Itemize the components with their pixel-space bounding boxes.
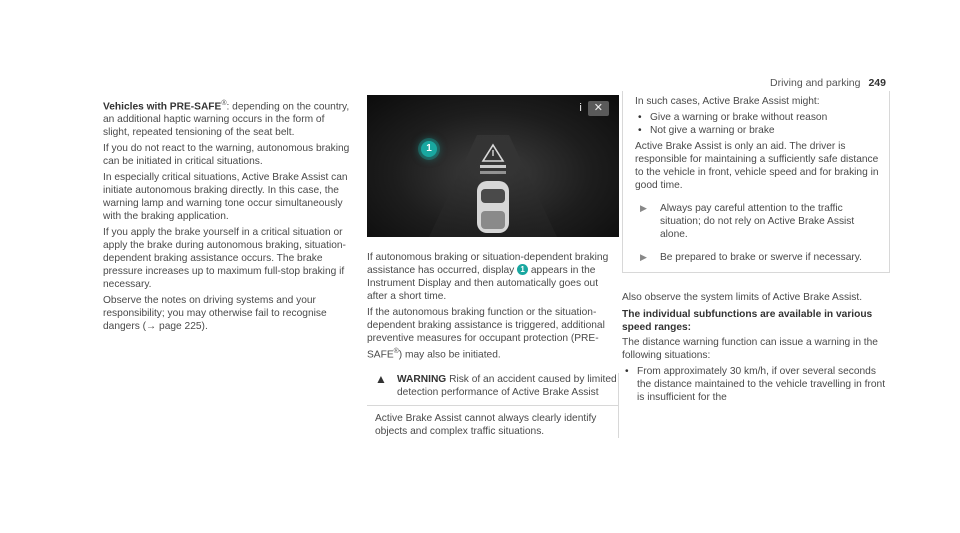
- arrow-right-icon: ▶: [640, 203, 647, 213]
- hint-item: [635, 202, 879, 241]
- warning-continuation-box: [622, 91, 890, 273]
- paragraph-limits: Also observe the system limits of Active Brake Assist.: [622, 292, 863, 303]
- bullet-list: [635, 111, 879, 137]
- warning-head-text: Risk of an accident caused by limited detection performance of Active Brake Assist: [397, 374, 617, 399]
- paragraph-display: [367, 251, 619, 303]
- instrument-display-image: [367, 95, 619, 237]
- distance-bar: [480, 165, 506, 168]
- display-text-b: appears in the Instrument Display and then automatically goes out after a short time.: [367, 265, 599, 302]
- info-icon: i: [579, 102, 582, 114]
- paragraph-pre-safe-measures: [367, 306, 619, 361]
- hint-text: Always pay careful attention to the traffic situation; do not rely on Active Brake Assist alone.: [660, 203, 855, 240]
- display-text-a: If autonomous braking or situation-dependent braking assistance has occurred, display: [367, 252, 609, 276]
- paragraph-critical: In especially critical situations, Active Brake Assist can initiate autonomous braking directly. In this case, the warning lamp and warning tone occur simultaneously with the braking application.: [103, 172, 348, 223]
- column-middle: [367, 95, 619, 438]
- bullet-list: [622, 365, 892, 404]
- warning-icon: ▲: [375, 372, 387, 387]
- arrow-right-icon: ▶: [640, 252, 647, 262]
- page-header: [770, 77, 886, 90]
- warning-header: [367, 373, 618, 399]
- paragraph-pre-safe: [103, 97, 351, 139]
- warning-body: Active Brake Assist cannot always clearly identify objects and complex traffic situations.: [367, 405, 618, 438]
- warning-title: WARNING: [397, 374, 447, 386]
- column-left: [103, 97, 351, 336]
- section-title: Driving and parking: [770, 77, 861, 89]
- measures-text-b: ) may also be initiated.: [398, 349, 501, 361]
- warning-box: [367, 373, 619, 438]
- display-graphic: [367, 95, 619, 237]
- callout-marker-1: 1: [517, 264, 528, 275]
- measures-text-a: If the autonomous braking function or the situation-dependent braking assistance is triggered, additional preventive measures for occupant protection (PRE-SAFE: [367, 307, 605, 361]
- hint-text: Be prepared to brake or swerve if necessary.: [660, 252, 862, 263]
- paragraph-distance-warning: The distance warning function can issue a warning in the following situations:: [622, 337, 878, 361]
- paragraph-apply-brake: If you apply the brake yourself in a critical situation or apply the brake during autonomous braking, situation-dependent braking assistance occurs. The brake pressure increases up to maximum full-stop braking if necessary.: [103, 227, 346, 291]
- vehicle-label: Vehicles with PRE-SAFE: [103, 101, 222, 113]
- list-item: • From approximately 30 km/h, if over several seconds the distance maintained to the vehicle travelling in front is insufficient for the: [622, 365, 892, 404]
- registered-mark-2: ®: [393, 348, 399, 355]
- page-number: 249: [868, 77, 886, 89]
- subheading-subfunctions: The individual subfunctions are available in various speed ranges:: [622, 309, 873, 333]
- display-callout-1: 1: [421, 141, 437, 157]
- column-right: [622, 91, 892, 407]
- hint-item: [635, 251, 879, 264]
- vehicle-text: : depending on the country, an additional haptic warning occurs in the form of slight, repeated tensioning of the seat belt.: [103, 101, 350, 139]
- list-item: • Give a warning or brake without reason: [635, 111, 879, 124]
- paragraph-no-react: If you do not react to the warning, autonomous braking can be initiated in critical situations.: [103, 143, 350, 168]
- paragraph-observe: Observe the notes on driving systems and your responsibility; you may otherwise fail to recognise dangers (→ page 225).: [103, 295, 327, 333]
- registered-mark: ®: [221, 100, 227, 107]
- paragraph-aid: Active Brake Assist is only an aid. The driver is responsible for maintaining a sufficiently safe distance to the vehicle in front, vehicle speed and for braking in good time.: [635, 141, 879, 191]
- paragraph-intro: In such cases, Active Brake Assist might:: [635, 96, 820, 107]
- list-item: • Not give a warning or brake: [635, 124, 879, 137]
- close-icon: ✕: [588, 101, 609, 116]
- car-icon: [477, 181, 509, 233]
